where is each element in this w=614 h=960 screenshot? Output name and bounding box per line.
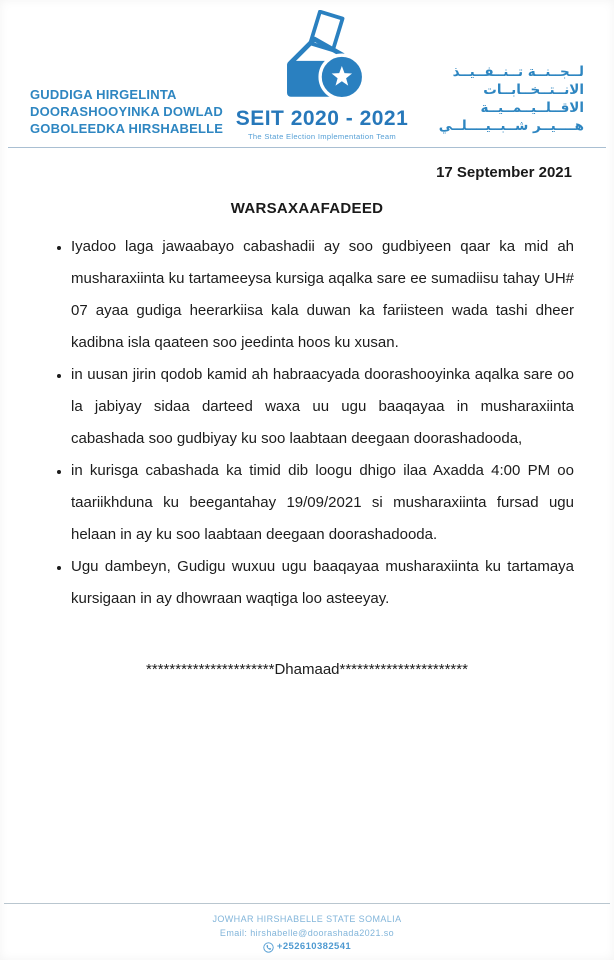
bullet-list <box>46 231 574 615</box>
letterhead <box>0 0 614 141</box>
org-name-arabic-line: الانــتــخــابــات الاقــلــيــمــيــة <box>480 82 584 116</box>
footer-email-label: Email: <box>219 928 248 938</box>
letterfoot <box>0 903 614 960</box>
bullet-item: • in uusan jirin qodob kamid ah habraacyada doorashooyinka aqalka sare oo la jabiyay sidaa darteed waxa uu ugu baaqayaa in musharaxiinta cabashada soo gudbiyay ku soo laabtaan deegaan doorashadooda, <box>71 359 574 455</box>
footer-phone-number: +252610382541 <box>276 941 352 952</box>
org-name-line: GOBOLEEDKA HIRSHABELLE <box>30 121 224 136</box>
footer-email-address: hirshabelle@doorashada2021.so <box>250 928 395 938</box>
header-divider <box>8 147 606 148</box>
bullet-item: • Iyadoo laga jawaabayo cabashadii ay soo gudbiyeen qaar ka mid ah musharaxiinta ku tartameeysa kursiga aqalka sare ee sumadiisu tahay UH# 07 ayaa gudiga heerarkiisa kala duwan ka fariisteen wada tashi dheer kadibna isla qaateen soo jeedinta hoos ku xusan. <box>71 231 574 359</box>
org-name-line: DOORASHOOYINKA DOWLAD <box>30 104 223 119</box>
bullet-item: • Ugu dambeyn, Gudigu wuxuu ugu baaqayaa musharaxiinta ku tartamaya kursigaan in ay dhowraan waqtiga loo asteeyay. <box>71 551 574 615</box>
bullet-item: • in kurisga cabashada ka timid dib loogu dhigo ilaa Axadda 4:00 PM oo taariikhduna ku beegantahay 19/09/2021 si musharaxiinta fursad ugu helaan in ay ku soo laabtaan deegaan doorashadooda. <box>71 455 574 551</box>
end-of-document-marker: **********************Dhamaad********************** <box>146 661 468 678</box>
org-name-arabic-line: هــــيــر شــبــيــــلــي <box>438 118 584 134</box>
footer-email-line <box>0 926 614 940</box>
org-name-line: GUDDIGA HIRGELINTA <box>30 87 177 102</box>
phone-circle-icon <box>263 942 274 953</box>
org-name-arabic <box>409 63 584 141</box>
document-title: WARSAXAAFADEED <box>230 200 384 217</box>
org-name-somali <box>30 86 235 141</box>
footer-phone-line <box>0 940 614 954</box>
footer-location: JOWHAR HIRSHABELLE STATE SOMALIA <box>212 914 402 924</box>
document-date: 17 September 2021 <box>436 164 572 181</box>
footer-divider <box>4 903 610 904</box>
logo-title: SEIT 2020 - 2021 <box>235 107 409 130</box>
org-name-arabic-line: لــجــنــة تــنــفــيــذ <box>452 64 584 80</box>
logo-subtitle: The State Election Implementation Team <box>247 132 396 141</box>
ballot-box-star-icon <box>270 10 374 106</box>
seit-logo <box>236 10 409 141</box>
